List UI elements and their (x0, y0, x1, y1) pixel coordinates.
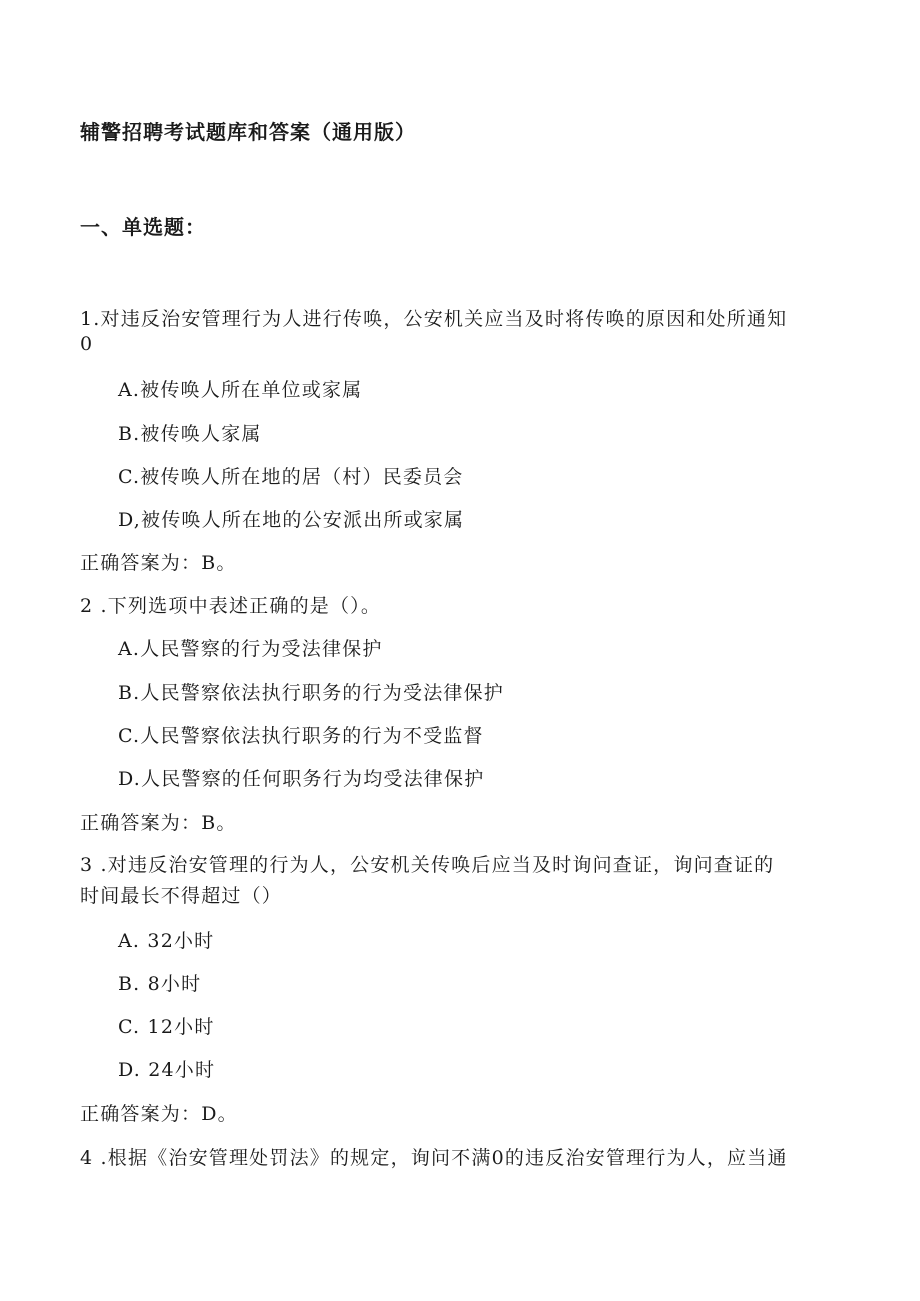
question-1-option-c: C.被传唤人所在地的居（村）民委员会 (118, 466, 464, 488)
question-4-stem-line-1: 4 .根据《治安管理处罚法》的规定，询问不满0的违反治安管理行为人，应当通 (80, 1147, 788, 1169)
question-3-option-a: A. 32小时 (118, 930, 215, 952)
question-3-option-d: D. 24小时 (118, 1059, 216, 1081)
question-1-stem-line-2: 0 (80, 333, 94, 355)
question-2-option-c: C.人民警察依法执行职务的行为不受监督 (118, 725, 484, 747)
question-2-stem-line-1: 2 .下列选项中表述正确的是（）。 (80, 595, 382, 617)
question-1-option-a: A.被传唤人所在单位或家属 (118, 379, 363, 401)
document-title: 辅警招聘考试题库和答案（通用版） (80, 120, 416, 144)
question-1-option-d: D,被传唤人所在地的公安派出所或家属 (118, 509, 465, 531)
question-1-answer: 正确答案为：B。 (80, 552, 237, 574)
question-1-option-b: B.被传唤人家属 (118, 423, 262, 445)
question-3-answer: 正确答案为：D。 (80, 1103, 238, 1125)
question-2-answer: 正确答案为：B。 (80, 812, 237, 834)
question-3-stem-line-1: 3 .对违反治安管理的行为人，公安机关传唤后应当及时询问查证，询问查证的 (80, 854, 775, 876)
question-2-option-a: A.人民警察的行为受法律保护 (118, 638, 383, 660)
question-2-option-d: D.人民警察的任何职务行为均受法律保护 (118, 768, 485, 790)
question-3-option-b: B. 8小时 (118, 973, 202, 995)
question-2-option-b: B.人民警察依法执行职务的行为受法律保护 (118, 682, 505, 704)
section-heading: 一、单选题： (80, 215, 206, 239)
question-3-stem-line-2: 时间最长不得超过（） (80, 885, 283, 907)
question-1-stem-line-1: 1.对违反治安管理行为人进行传唤，公安机关应当及时将传唤的原因和处所通知 (80, 308, 788, 330)
question-3-option-c: C. 12小时 (118, 1016, 215, 1038)
